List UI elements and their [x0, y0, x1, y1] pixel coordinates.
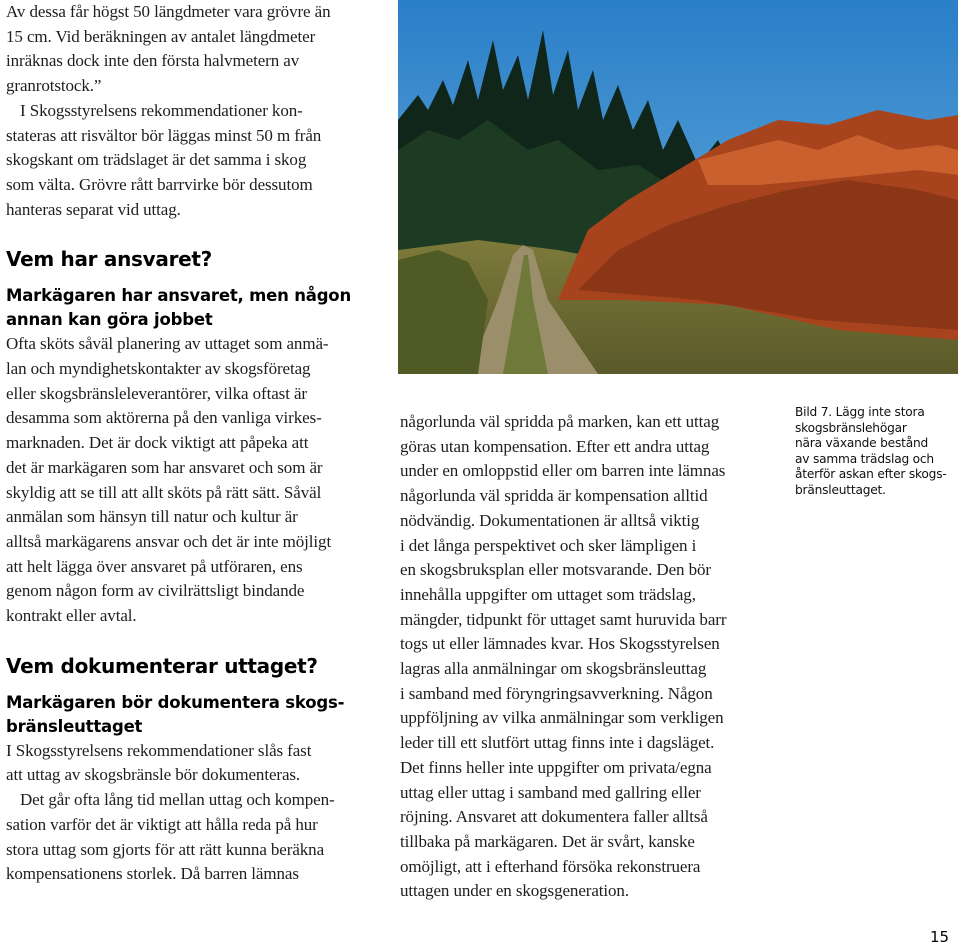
- text-line: I Skogsstyrelsens rekommendationer kon-: [20, 100, 303, 120]
- caption-line: nära växande bestånd: [795, 436, 929, 450]
- text-line: anmälan som hänsyn till natur och kultur är: [6, 507, 298, 527]
- subheading-markagaren-dokumentera: [6, 691, 390, 739]
- caption-text: Lägg inte stora: [835, 405, 925, 419]
- text-line: det är markägaren som har ansvaret och som är: [6, 457, 323, 477]
- text-line: togs ut eller lämnades kvar. Hos Skogsstyrelsen: [400, 634, 720, 654]
- subheading-line: Markägaren har ansvaret, men någon: [6, 286, 351, 306]
- text-line: hanteras separat vid uttag.: [6, 199, 181, 219]
- paragraph-quote-end: [6, 0, 390, 99]
- text-line: stateras att risvältor bör läggas minst 50 m från: [6, 125, 322, 145]
- text-line: I Skogsstyrelsens rekommendationer slås fast: [6, 740, 312, 760]
- caption-line: bränsleuttaget.: [795, 482, 886, 497]
- text-line: lagras alla anmälningar om skogsbränsleuttag: [400, 659, 707, 679]
- text-line: någorlunda väl spridda på marken, kan ett uttag: [400, 412, 720, 431]
- text-line: skogskant om trädslaget är det samma i skog: [6, 150, 307, 170]
- text-line: uttagen under en skogsgeneration.: [400, 881, 629, 901]
- caption-line: skogsbränslehögar: [795, 420, 907, 435]
- subheading-line: Markägaren bör dokumentera skogs-: [6, 692, 345, 712]
- subheading-line: bränsleuttaget: [6, 716, 143, 736]
- text-line: röjning. Ansvaret att dokumentera faller alltså: [400, 807, 708, 827]
- text-line: uttag eller uttag i samband med gallring eller: [400, 782, 701, 802]
- heading-vem-dokumenterar: Vem dokumenterar uttaget?: [6, 653, 318, 678]
- caption-line: återför askan efter skogs-: [795, 467, 947, 481]
- text-line: granrotstock.”: [6, 76, 102, 96]
- heading-vem-har-ansvaret: Vem har ansvaret?: [6, 247, 212, 272]
- paragraph-responsibility: [6, 332, 390, 628]
- text-line: någorlunda väl spridda är kompensation alltid: [400, 486, 708, 506]
- photo-caption: [795, 405, 960, 498]
- forest-photo: [398, 0, 958, 374]
- text-line: genom någon form av civilrättsligt bindande: [6, 581, 305, 601]
- text-line: omöjligt, att i efterhand försöka rekonstruera: [400, 856, 701, 876]
- forest-photo-illustration: [398, 0, 958, 374]
- text-line: Det går ofta lång tid mellan uttag och kompen-: [20, 790, 335, 810]
- text-line: Ofta sköts såväl planering av uttaget som anmä-: [6, 334, 329, 354]
- subheading-markagaren-ansvar: [6, 284, 390, 332]
- text-line: uppföljning av vilka anmälningar som verkligen: [400, 708, 724, 728]
- text-line: kontrakt eller avtal.: [6, 606, 137, 626]
- text-line: under en omloppstid eller om barren inte lämnas: [400, 461, 726, 481]
- text-line: innehålla uppgifter om uttaget som trädslag,: [400, 584, 696, 604]
- left-column: [6, 0, 390, 887]
- text-line: i samband med föryngringsavverkning. Någon: [400, 683, 713, 703]
- text-line: inräknas dock inte den första halvmetern av: [6, 51, 300, 71]
- text-line: mängder, tidpunkt för uttaget samt huruvida barr: [400, 609, 727, 629]
- text-line: en skogsbruksplan eller motsvarande. Den bör: [400, 560, 711, 580]
- text-line: som välta. Grövre rått barrvirke bör dessutom: [6, 174, 313, 194]
- subheading-line: annan kan göra jobbet: [6, 310, 213, 330]
- text-line: marknaden. Det är dock viktigt att påpeka att: [6, 433, 309, 453]
- paragraph-documentation: [6, 739, 390, 887]
- text-line: eller skogsbränsleleverantörer, vilka oftast är: [6, 383, 307, 403]
- text-line: skyldig att se till att allt sköts på rätt sätt. Såväl: [6, 482, 322, 502]
- text-line: stora uttag som gjorts för att rätt kunna beräkna: [6, 839, 325, 859]
- text-line: alltså markägarens ansvar och det är inte möjligt: [6, 531, 332, 551]
- text-line: lan och myndighetskontakter av skogsföretag: [6, 359, 311, 379]
- text-line: sation varför det är viktigt att hålla reda på hur: [6, 814, 318, 834]
- text-line: att uttag av skogsbränsle bör dokumenteras.: [6, 765, 301, 785]
- page-number: 15: [930, 928, 950, 946]
- text-line: kompensationens storlek. Då barren lämnas: [6, 864, 299, 884]
- text-line: nödvändig. Dokumentationen är alltså viktig: [400, 510, 700, 530]
- middle-column: [400, 410, 780, 904]
- text-line: Av dessa får högst 50 längdmeter vara grövre än: [6, 2, 331, 21]
- text-line: 15 cm. Vid beräkningen av antalet längdmeter: [6, 26, 316, 46]
- caption-line: av samma trädslag och: [795, 451, 934, 466]
- text-line: att helt lägga över ansvaret på utföraren, ens: [6, 556, 303, 576]
- caption-label: Bild 7.: [795, 405, 832, 419]
- caption-line: [795, 405, 960, 421]
- text-line: leder till ett slutfört uttag finns inte i dagsläget.: [400, 733, 715, 753]
- text-line: göras utan kompensation. Efter ett andra uttag: [400, 436, 710, 456]
- text-line: desamma som aktörerna på den vanliga virkes-: [6, 408, 322, 428]
- text-line: i det långa perspektivet och sker lämpligen i: [400, 535, 697, 555]
- text-line: tillbaka på markägaren. Det är svårt, kanske: [400, 831, 695, 851]
- paragraph-recommendations: [6, 99, 390, 223]
- text-line: Det finns heller inte uppgifter om privata/egna: [400, 757, 712, 777]
